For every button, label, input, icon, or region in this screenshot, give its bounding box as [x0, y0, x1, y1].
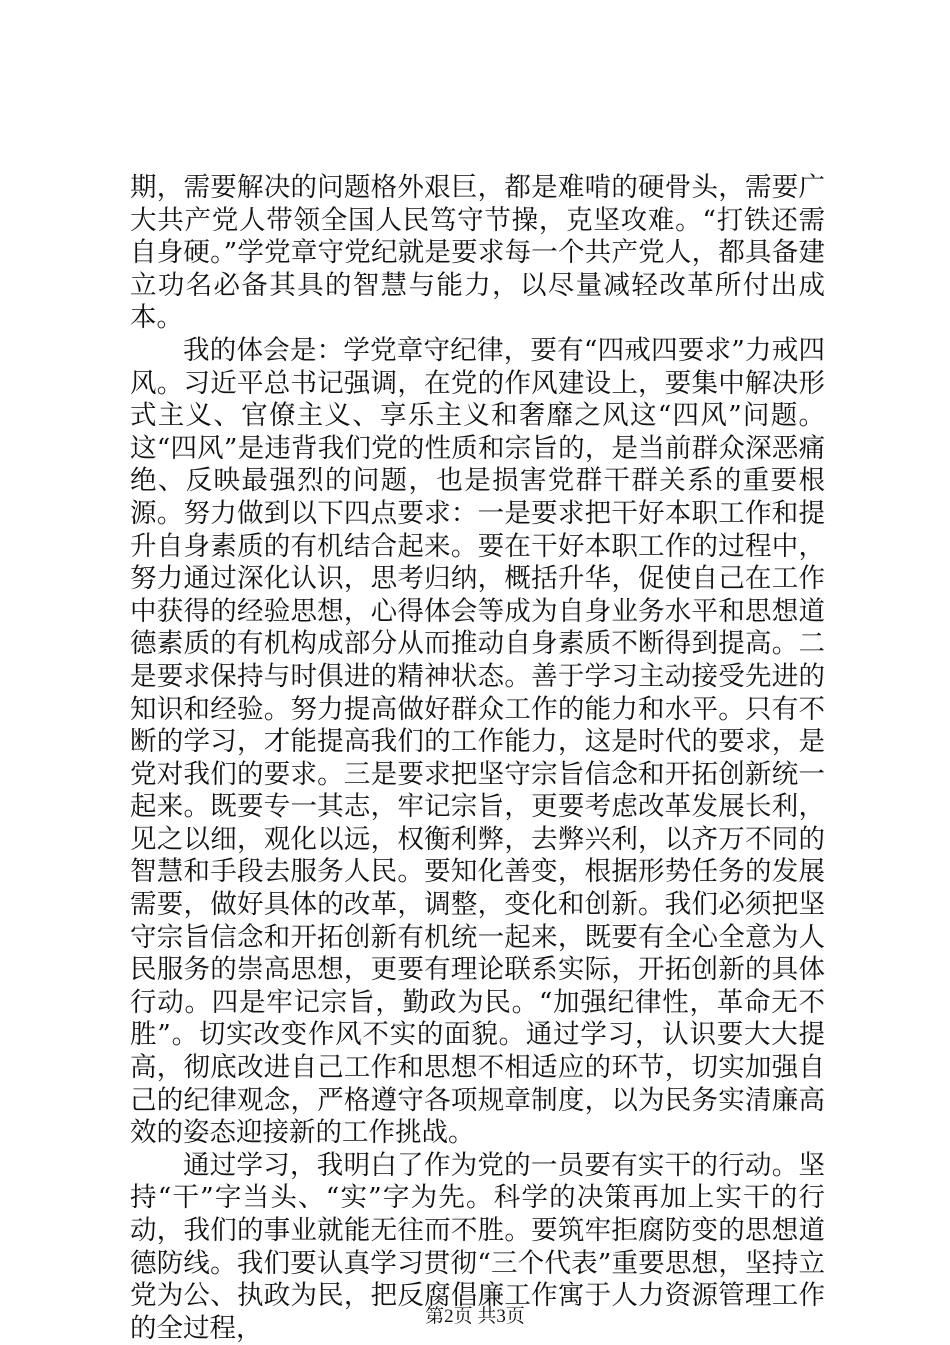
- paragraph-continuation: 期，需要解决的问题格外艰巨，都是难啃的硬骨头，需要广大共产党人带领全国人民笃守节操，克坚攻难。“打铁还需自身硬。”学党章守党纪就是要求每一个共产党人，都具备建立功名必备其具的智慧与能力，以尽量减轻改革所付出成本。: [130, 172, 825, 334]
- paragraph-practical-action: 通过学习，我明白了作为党的一员要有实干的行动。坚持“干”字当头、“实”字为先。科学的决策再加上实干的行动，我们的事业就能无往而不胜。要筑牢拒腐防变的思想道德防线。我们要认真学习贯彻“三个代表”重要思想，坚持立党为公、执政为民，把反腐倡廉工作寓于人力资源管理工作的全过程，: [130, 1149, 825, 1344]
- page-number-footer: 第2页 共3页: [425, 1306, 525, 1327]
- document-body: [130, 172, 825, 1345]
- paragraph-four-requirements: 我的体会是：学党章守纪律，要有“四戒四要求”力戒四风。习近平总书记强调，在党的作风建设上，要集中解决形式主义、官僚主义、享乐主义和奢靡之风这“四风”问题。这“四风”是违背我们党的性质和宗旨的，是当前群众深恶痛绝、反映最强烈的问题，也是损害党群干群关系的重要根源。努力做到以下四点要求：一是要求把干好本职工作和提升自身素质的有机结合起来。要在干好本职工作的过程中，努力通过深化认识，思考归纳，概括升华，促使自己在工作中获得的经验思想，心得体会等成为自身业务水平和思想道德素质的有机构成部分从而推动自身素质不断得到提高。二是要求保持与时俱进的精神状态。善于学习主动接受先进的知识和经验。努力提高做好群众工作的能力和水平。只有不断的学习，才能提高我们的工作能力，这是时代的要求，是党对我们的要求。三是要求把坚守宗旨信念和开拓创新统一起来。既要专一其志，牢记宗旨，更要考虑改革发展长利，见之以细，观化以远，权衡利弊，去弊兴利，以齐万不同的智慧和手段去服务人民。要知化善变，根据形势任务的发展需要，做好具体的改革，调整，变化和创新。我们必须把坚守宗旨信念和开拓创新有机统一起来，既要有全心全意为人民服务的崇高思想，更要有理论联系实际，开拓创新的具体行动。四是牢记宗旨，勤政为民。“加强纪律性，革命无不胜”。切实改变作风不实的面貌。通过学习，认识要大大提高，彻底改进自己工作和思想不相适应的环节，切实加强自己的纪律观念，严格遵守各项规章制度，以为民务实清廉高效的姿态迎接新的工作挑战。: [130, 334, 825, 1149]
